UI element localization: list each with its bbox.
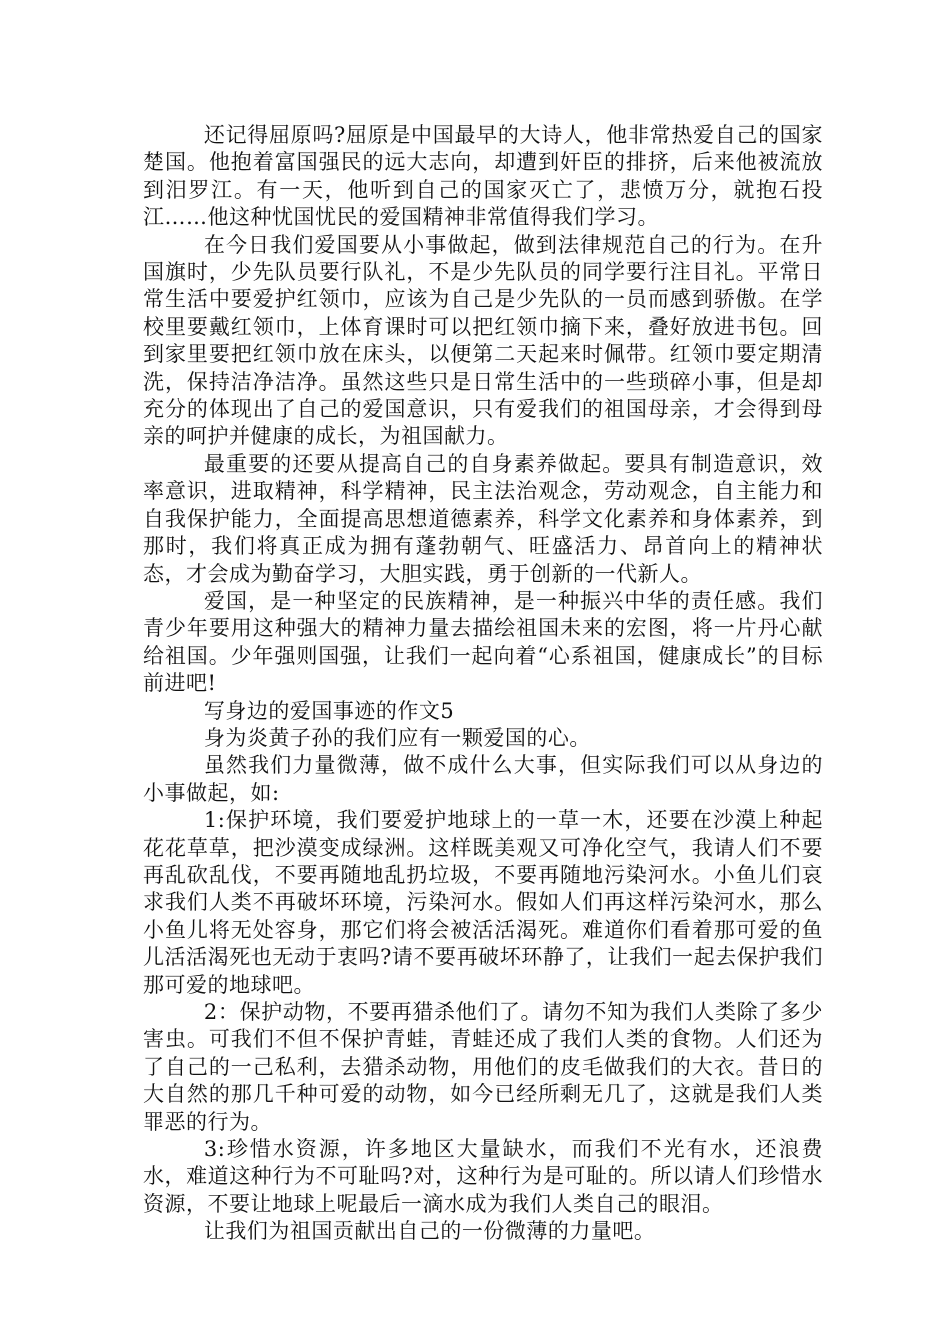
paragraph-self-cultivation: 最重要的还要从提高自己的自身素养做起。要具有制造意识，效率意识，进取精神，科学精神，民主法治观念，劳动观念，自主能力和自我保护能力，全面提高思想道德素养，科学文化素养和身体素养，到那时，我们将真正成为拥有蓬勃朝气、旺盛活力、昂首向上的精神状态，才会成为勤奋学习，大胆实践，勇于创新的一代新人。 [143, 451, 823, 586]
list-item-protect-environment: 1:保护环境，我们要爱护地球上的一草一木，还要在沙漠上种起花花草草，把沙漠变成绿洲。这样既美观又可净化空气，我请人们不要再乱砍乱伐，不要再随地乱扔垃圾，不要再随地污染河水。小鱼儿们哀求我们人类不再破坏环境，污染河水。假如人们再这样污染河水，那么小鱼儿将无处容身，那它们将会被活活渴死。难道你们看着那可爱的鱼儿活活渴死也无动于衷吗?请不要再破坏环静了，让我们一起去保护我们那可爱的地球吧。 [143, 808, 823, 997]
paragraph-small-things: 在今日我们爱国要从小事做起，做到法律规范自己的行为。在升国旗时，少先队员要行队礼，不是少先队员的同学要行注目礼。平常日常生活中要爱护红领巾，应该为自己是少先队的一员而感到骄傲。在学校里要戴红领巾，上体育课时可以把红领巾摘下来，叠好放进书包。回到家里要把红领巾放在床头，以便第二天起来时佩带。红领巾要定期清洗，保持洁净洁净。虽然这些只是日常生活中的一些琐碎小事，但是却充分的体现出了自己的爱国意识，只有爱我们的祖国母亲，才会得到母亲的呵护并健康的成长，为祖国献力。 [143, 232, 823, 449]
paragraph-intro: 身为炎黄子孙的我们应有一颗爱国的心。 [203, 725, 591, 750]
document-page [143, 122, 823, 1246]
essay-heading: 写身边的爱国事迹的作文5 [203, 698, 455, 723]
paragraph-patriotism-spirit: 爱国，是一种坚定的民族精神，是一种振兴中华的责任感。我们青少年要用这种强大的精神力量去描绘祖国未来的宏图，将一片丹心献给祖国。少年强则国强，让我们一起向着“心系祖国，健康成长”的目标前进吧! [143, 588, 823, 696]
list-item-protect-animals: 2：保护动物，不要再猎杀他们了。请勿不知为我们人类除了多少害虫。可我们不但不保护青蛙，青蛙还成了我们人类的食物。人们还为了自己的一己私利，去猎杀动物，用他们的皮毛做我们的大衣。昔日的大自然的那几千种可爱的动物，如今已经所剩无几了，这就是我们人类罪恶的行为。 [143, 1000, 823, 1134]
paragraph-from-small-things: 虽然我们力量微薄，做不成什么大事，但实际我们可以从身边的小事做起，如: [143, 753, 823, 805]
list-item-save-water: 3:珍惜水资源，许多地区大量缺水，而我们不光有水，还浪费水，难道这种行为不可耻吗?对，这种行为是可耻的。所以请人们珍惜水资源，不要让地球上呢最后一滴水成为我们人类自己的眼泪。 [143, 1137, 823, 1216]
paragraph-quyuan: 还记得屈原吗?屈原是中国最早的大诗人，他非常热爱自己的国家楚国。他抱着富国强民的远大志向，却遭到奸臣的排挤，后来他被流放到汨罗江。有一天，他听到自己的国家灭亡了，悲愤万分，就抱石投江……他这种忧国忧民的爱国精神非常值得我们学习。 [143, 123, 823, 230]
paragraph-conclusion: 让我们为祖国贡献出自己的一份微薄的力量吧。 [203, 1219, 656, 1244]
